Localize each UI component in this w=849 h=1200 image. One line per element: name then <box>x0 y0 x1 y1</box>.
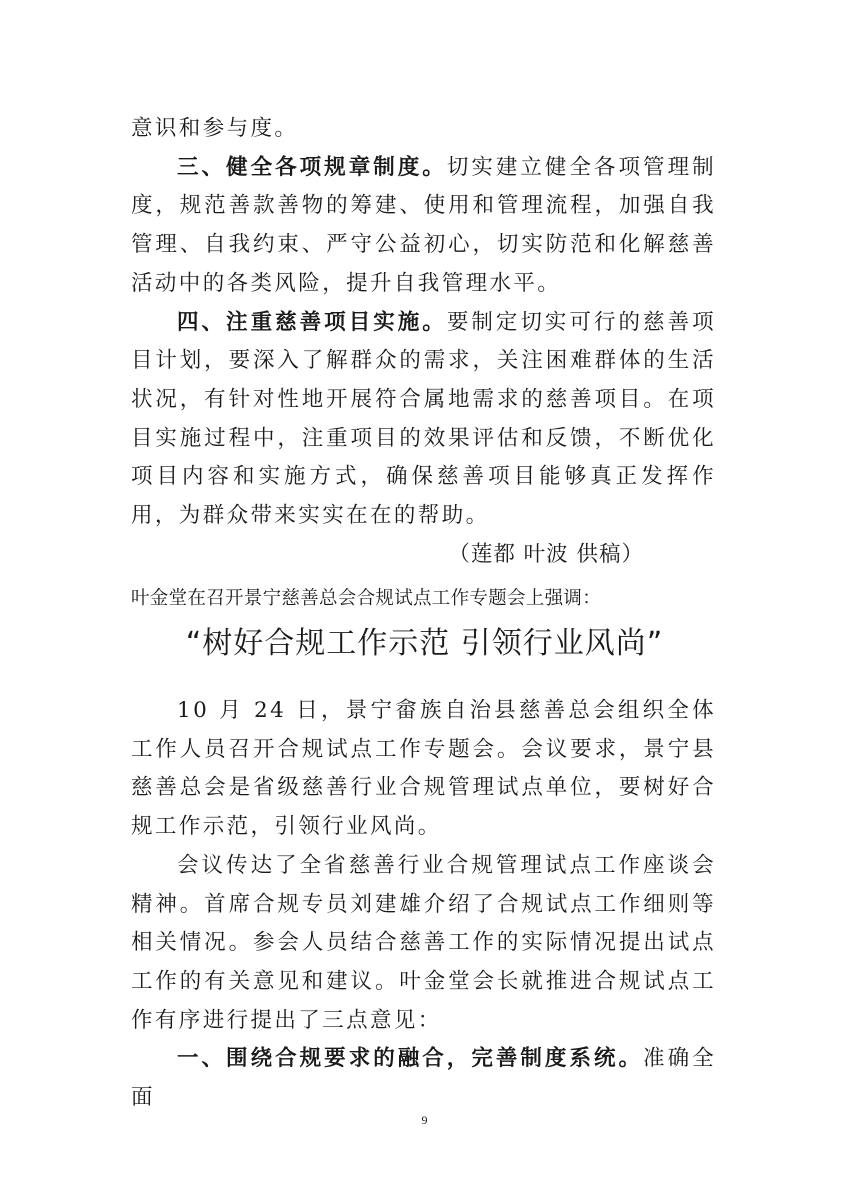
paragraph-heading: 四、注重慈善项目实施。 <box>177 309 447 335</box>
paragraph-continuation: 意识和参与度。 <box>131 116 299 141</box>
article-1-body <box>131 110 716 574</box>
paragraph-text: 准确全面 <box>131 1046 717 1111</box>
paragraph-point-one <box>131 1040 716 1117</box>
author-credit: （莲都 叶波 供稿） <box>448 541 644 567</box>
article-2-subtitle: 叶金堂在召开景宁慈善总会合规试点工作专题会上强调： <box>131 588 602 609</box>
paragraph-text: 要制定切实可行的慈善项目计划，要深入了解群众的需求，关注困难群体的生活状况，有针对性地开展符合属地需求的慈善项目。在项目实施过程中，注重项目的效果评估和反馈，不断优化项目内容和实施方式，确保慈善项目能够真正发挥作用，为群众带来实实在在的帮助。 <box>131 309 716 529</box>
paragraph-rules <box>131 149 716 304</box>
paragraph-meeting-details: 会议传达了全省慈善行业合规管理试点工作座谈会精神。首席合规专员刘建雄介绍了合规试点工作细则等相关情况。参会人员结合慈善工作的实际情况提出试点工作的有关意见和建议。叶金堂会长就推进合规试点工作有序进行提出了三点意见： <box>131 852 716 1033</box>
article-2-body <box>131 692 716 1118</box>
paragraph-text: 切实建立健全各项管理制度，规范善款善物的筹建、使用和管理流程，加强自我管理、自我约束、严守公益初心，切实防范和化解慈善活动中的各类风险，提升自我管理水平。 <box>131 154 716 296</box>
paragraph-heading: 三、健全各项规章制度。 <box>177 154 447 180</box>
paragraph-meeting: 10 月 24 日，景宁畲族自治县慈善总会组织全体工作人员召开合规试点工作专题会。会议要求，景宁县慈善总会是省级慈善行业合规管理试点单位，要树好合规工作示范，引领行业风尚。 <box>131 698 716 840</box>
article-2-title: “树好合规工作示范 引领行业风尚” <box>185 626 664 661</box>
paragraph-heading: 一、围绕合规要求的融合，完善制度系统。 <box>177 1046 644 1072</box>
page-number: 9 <box>421 1113 428 1127</box>
paragraph-projects <box>131 304 716 567</box>
